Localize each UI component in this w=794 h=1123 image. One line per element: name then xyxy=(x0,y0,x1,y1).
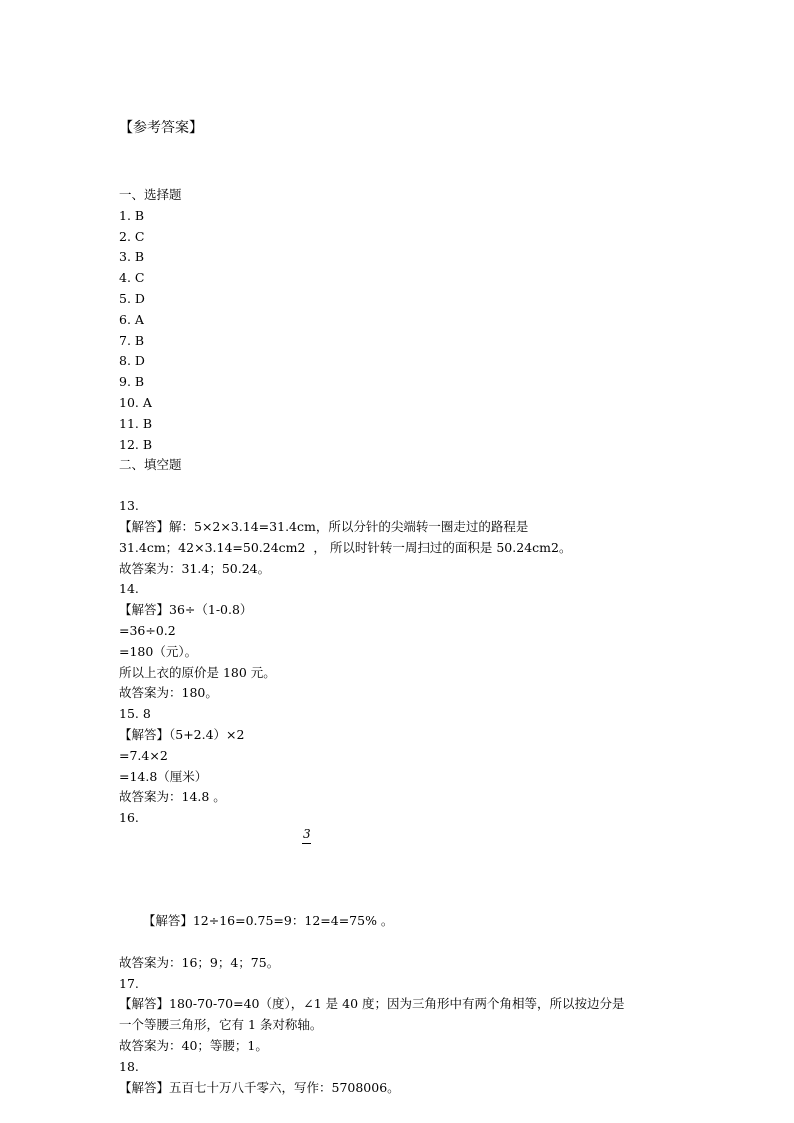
question-number: 17. xyxy=(119,975,139,991)
answer-item: 6. A xyxy=(119,311,144,327)
final-answer: 故答案为：16；9；4；75。 xyxy=(119,954,280,970)
answer-item: 10. A xyxy=(119,394,152,410)
solution-line: =7.4×2 xyxy=(119,747,168,763)
answer-item: 7. B xyxy=(119,332,145,348)
final-answer: 故答案为：40；等腰；1。 xyxy=(119,1038,268,1054)
answer-item: 11. B xyxy=(119,415,153,431)
answer-key xyxy=(119,118,719,1098)
section-title: 一、选择题 xyxy=(119,187,182,202)
section-multiple-choice xyxy=(119,185,719,455)
solution-line: =180（元）。 xyxy=(119,643,198,659)
solution-line: 【解答】180-70-70=40（度），∠1 是 40 度；因为三角形中有两个角相等，所以按边分是 xyxy=(119,996,625,1012)
question-number: 16. xyxy=(119,810,139,826)
solution-line: 一个等腰三角形，它有 1 条对称轴。 xyxy=(119,1017,323,1033)
solution-line: 31.4cm；42×3.14=50.24cm2 ， 所以时针转一周扫过的面积是 50.24cm2。 xyxy=(119,539,572,555)
answer-key-heading: 【参考答案】 xyxy=(119,120,203,136)
fraction-numerator: 3 xyxy=(303,826,311,841)
answer-item: 2. C xyxy=(119,228,145,244)
solution-line: 【解答】五百七十万八千零六，写作：5708006。 xyxy=(119,1079,400,1095)
solution-line: =14.8（厘米） xyxy=(119,768,208,784)
answer-item: 8. D xyxy=(119,353,145,369)
solution-line: =36÷0.2 xyxy=(119,622,176,638)
question-number: 15. 8 xyxy=(119,706,151,722)
question-number: 14. xyxy=(119,581,139,597)
answer-item: 3. B xyxy=(119,249,145,265)
solution-line: 【解答】36÷（1-0.8） xyxy=(119,602,253,618)
solution-line: 所以上衣的原价是 180 元。 xyxy=(119,664,276,680)
answer-item: 9. B xyxy=(119,374,145,390)
answer-item: 12. B xyxy=(119,436,153,452)
solution-line: 【解答】（5+2.4）×2 xyxy=(119,726,245,742)
solution-line: 【解答】解：5×2×3.14=31.4cm，所以分针的尖端转一圈走过的路程是 xyxy=(119,518,529,534)
question-number: 13. xyxy=(119,498,139,514)
solution-line xyxy=(119,826,719,953)
final-answer: 故答案为：180。 xyxy=(119,685,218,701)
solution-text: 【解答】12÷16=0.75=9：12=4=75% 。 xyxy=(142,913,394,929)
final-answer: 故答案为：14.8 。 xyxy=(119,789,226,805)
fraction-bar xyxy=(302,843,311,844)
section-title: 二、填空题 xyxy=(119,457,182,473)
final-answer: 故答案为：31.4；50.24。 xyxy=(119,560,271,576)
answer-item: 1. B xyxy=(119,207,145,223)
section-fill-in xyxy=(119,455,719,1098)
answer-item: 5. D xyxy=(119,290,145,306)
answer-item: 4. C xyxy=(119,270,145,286)
question-number: 18. xyxy=(119,1058,139,1074)
